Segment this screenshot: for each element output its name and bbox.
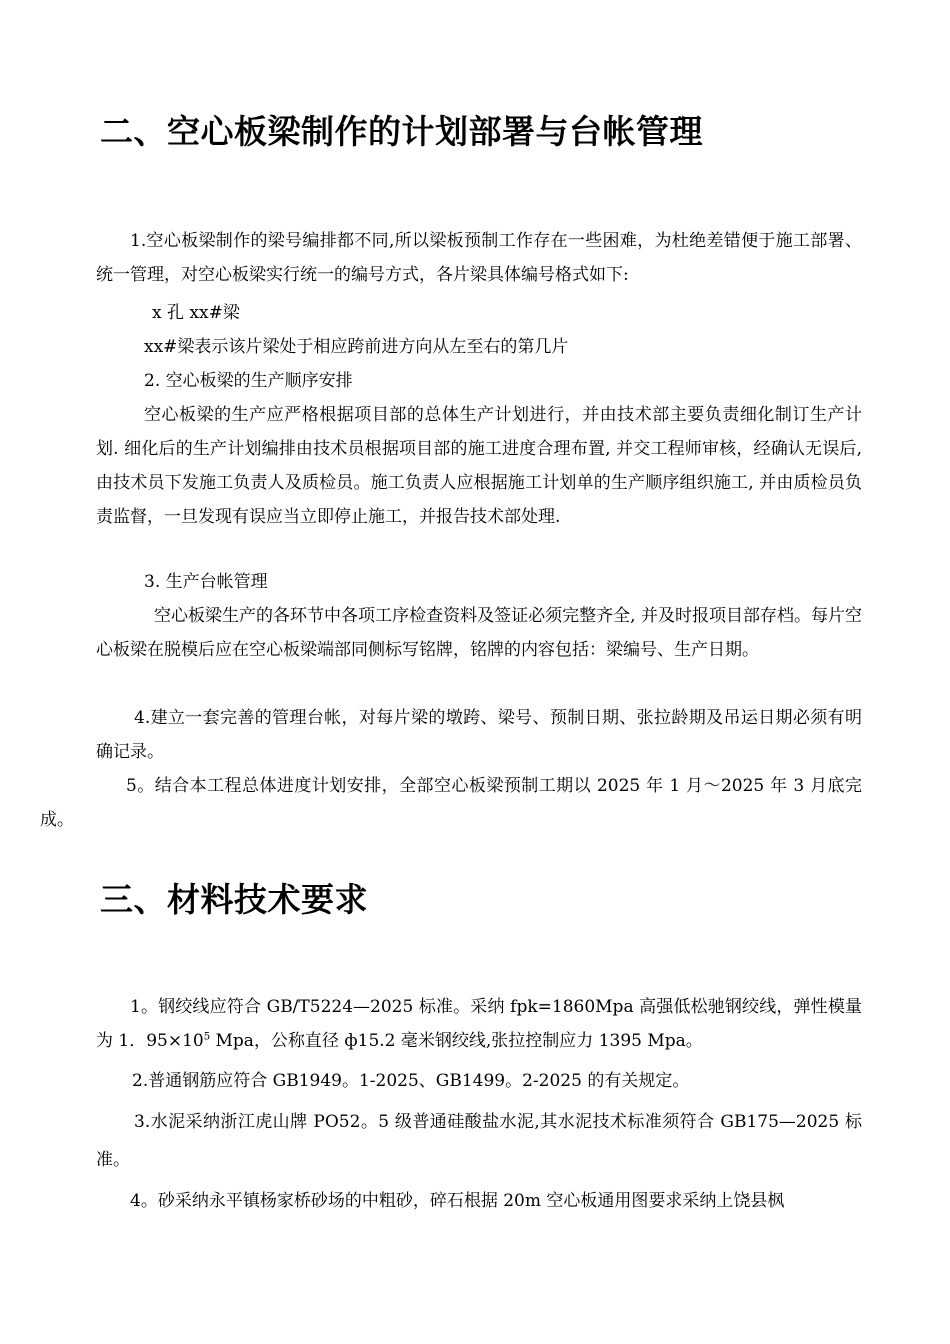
paragraph-ledger: 空心板梁生产的各环节中各项工序检查资料及签证必须完整齐全, 并及时报项目部存档。每片空心板梁在脱模后应在空心板梁端部同侧标写铭牌，铭牌的内容包括：梁编号、生产日期。	[96, 606, 862, 660]
paragraph-rebar: 2.普通钢筋应符合 GB1949。1-2025、GB1499。2-2025 的有关规定。	[132, 1071, 690, 1091]
subheading-production-order: 2. 空心板梁的生产顺序安排	[144, 371, 353, 391]
steel-strand-text-a: 1。钢绞线应符合 GB/T5224—2025 标准。采纳 fpk=1860Mpa 高强低松驰钢绞线，弹性模量为 1．95×10	[96, 997, 862, 1051]
section-heading-plan: 二、空心板梁制作的计划部署与台帐管理	[100, 112, 703, 151]
exponent: 5	[203, 1031, 211, 1043]
paragraph-schedule: 5。结合本工程总体进度计划安排，全部空心板梁预制工期以 2025 年 1 月～2025 年 3 月底完成。	[40, 776, 862, 830]
paragraph-cement: 3.水泥采纳浙江虎山牌 PO52。5 级普通硅酸盐水泥,其水泥技术标准须符合 GB175—2025 标准。	[96, 1112, 862, 1170]
section-heading-materials: 三、材料技术要求	[100, 880, 368, 919]
beam-number-note: xx#梁表示该片梁处于相应跨前进方向从左至右的第几片	[144, 337, 569, 357]
paragraph-aggregate: 4。砂采纳永平镇杨家桥砂场的中粗砂，碎石根据 20m 空心板通用图要求采纳上饶县枫	[130, 1191, 785, 1211]
paragraph-steel-strand	[96, 990, 862, 1058]
paragraph-ledger-records: 4.建立一套完善的管理台帐，对每片梁的墩跨、梁号、预制日期、张拉龄期及吊运日期必须有明确记录。	[96, 708, 862, 762]
beam-number-format: x 孔 xx#梁	[152, 303, 240, 323]
paragraph-beam-numbering: 1.空心板梁制作的梁号编排都不同,所以梁板预制工作存在一些困难，为杜绝差错便于施工部署、统一管理，对空心板梁实行统一的编号方式，各片梁具体编号格式如下:	[96, 231, 862, 285]
steel-strand-text-b: Mpa，公称直径 ф15.2 毫米钢绞线,张拉控制应力 1395 Mpa。	[210, 1031, 703, 1051]
subheading-ledger: 3. 生产台帐管理	[144, 572, 268, 592]
paragraph-production-order: 空心板梁的生产应严格根据项目部的总体生产计划进行，并由技术部主要负责细化制订生产计划. 细化后的生产计划编排由技术员根据项目部的施工进度合理布置, 并交工程师审核，经确认无误后, 由技术员下发施工负责人及质检员。施工负责人应根据施工计划单的生产顺序组织施工, 并由质检员负责监督，一旦发现有误应当立即停止施工，并报告技术部处理.	[96, 405, 862, 527]
